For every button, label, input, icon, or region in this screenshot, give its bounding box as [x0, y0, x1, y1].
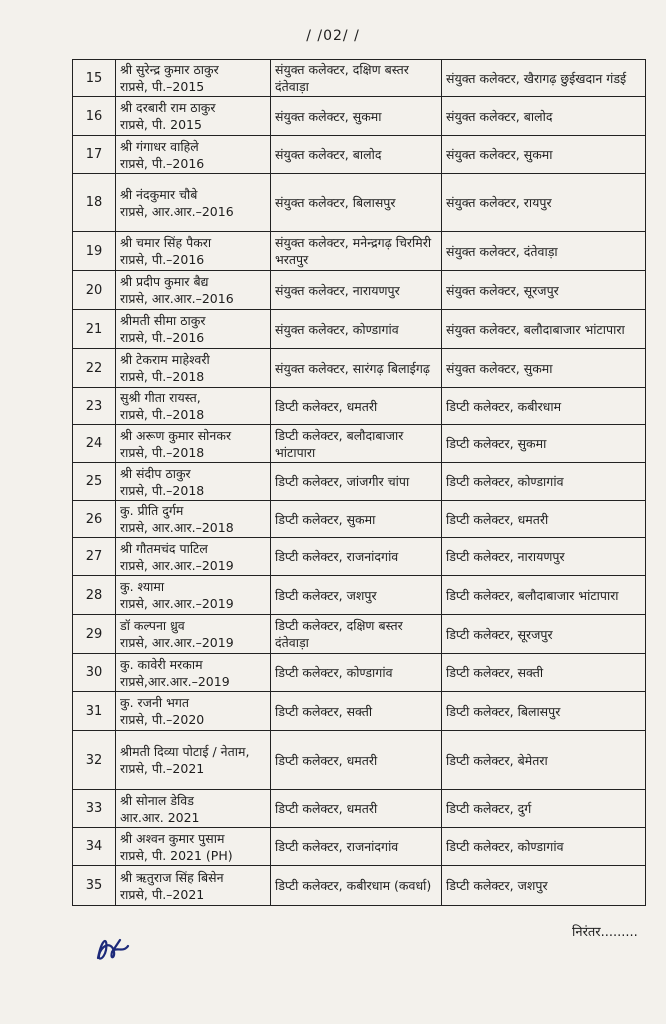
service-batch: राप्रसे, पी. 2015	[120, 117, 202, 132]
service-batch: राप्रसे, आर.आर.–2016	[120, 203, 234, 219]
serial-number-cell: 23	[73, 388, 116, 425]
table-row	[73, 232, 646, 271]
serial-number-cell: 20	[73, 271, 116, 310]
table-body	[73, 60, 646, 906]
officer-name: श्री दरबारी राम ठाकुर	[120, 100, 216, 115]
serial-number-cell: 35	[73, 866, 116, 906]
officer-name-cell	[116, 463, 271, 501]
new-posting-cell: डिप्टी कलेक्टर, धमतरी	[442, 501, 646, 538]
service-batch: राप्रसे, पी.–2021	[120, 886, 205, 902]
officer-name: श्री गौतमचंद पाटिल	[120, 540, 208, 556]
table-row	[73, 349, 646, 388]
table-row	[73, 174, 646, 232]
serial-number-cell: 15	[73, 60, 116, 97]
service-batch: राप्रसे, आर.आर.–2019	[120, 557, 234, 573]
serial-number-cell: 30	[73, 654, 116, 692]
table-row	[73, 425, 646, 463]
current-posting-cell: डिप्टी कलेक्टर, कबीरधाम (कवर्धा)	[271, 866, 442, 906]
new-posting-cell: डिप्टी कलेक्टर, दुर्ग	[442, 790, 646, 828]
current-posting-cell: संयुक्त कलेक्टर, दक्षिण बस्तर दंतेवाड़ा	[271, 60, 442, 97]
officer-name-cell	[116, 388, 271, 425]
officer-name-cell	[116, 310, 271, 349]
current-posting-cell: संयुक्त कलेक्टर, सारंगढ़ बिलाईगढ़	[271, 349, 442, 388]
current-posting-cell: डिप्टी कलेक्टर, सुकमा	[271, 501, 442, 538]
service-batch: राप्रसे,आर.आर.–2019	[120, 673, 230, 689]
service-batch: राप्रसे, पी.–2015	[120, 79, 205, 94]
serial-number-cell: 26	[73, 501, 116, 538]
new-posting-cell: डिप्टी कलेक्टर, कोण्डागांव	[442, 463, 646, 501]
new-posting-cell: संयुक्त कलेक्टर, सुकमा	[442, 349, 646, 388]
new-posting-cell: संयुक्त कलेक्टर, दंतेवाड़ा	[442, 232, 646, 271]
service-batch: राप्रसे, पी.–2018	[120, 444, 205, 460]
table-row	[73, 576, 646, 615]
service-batch: राप्रसे, आर.आर.–2018	[120, 520, 234, 535]
serial-number-cell: 31	[73, 692, 116, 731]
table-row	[73, 692, 646, 731]
serial-number-cell: 24	[73, 425, 116, 463]
service-batch: राप्रसे, पी.–2020	[120, 712, 205, 727]
table-row	[73, 615, 646, 654]
current-posting-cell: संयुक्त कलेक्टर, कोण्डागांव	[271, 310, 442, 349]
current-posting-cell: डिप्टी कलेक्टर, जांजगीर चांपा	[271, 463, 442, 501]
officer-name: श्री प्रदीप कुमार बैद्य	[120, 274, 209, 289]
current-posting-cell: संयुक्त कलेक्टर, बिलासपुर	[271, 174, 442, 232]
serial-number-cell: 33	[73, 790, 116, 828]
officer-name-cell	[116, 97, 271, 136]
table-row	[73, 463, 646, 501]
table-row	[73, 97, 646, 136]
serial-number-cell: 27	[73, 538, 116, 576]
serial-number-cell: 17	[73, 136, 116, 174]
table-row	[73, 388, 646, 425]
officer-name-cell	[116, 501, 271, 538]
current-posting-cell: संयुक्त कलेक्टर, नारायणपुर	[271, 271, 442, 310]
new-posting-cell: संयुक्त कलेक्टर, सूरजपुर	[442, 271, 646, 310]
officer-name: श्री अश्वन कुमार पुसाम	[120, 830, 225, 846]
current-posting-cell: डिप्टी कलेक्टर, राजनांदगांव	[271, 538, 442, 576]
page-number: / /02/ /	[306, 28, 360, 44]
officer-name-cell	[116, 349, 271, 388]
new-posting-cell: डिप्टी कलेक्टर, कोण्डागांव	[442, 828, 646, 866]
officer-name-cell	[116, 174, 271, 232]
officer-name: सुश्री गीता रायस्त,	[120, 390, 201, 405]
current-posting-cell: डिप्टी कलेक्टर, दक्षिण बस्तर दंतेवाड़ा	[271, 615, 442, 654]
new-posting-cell: डिप्टी कलेक्टर, बलौदाबाजार भांटापारा	[442, 576, 646, 615]
officer-name: कु. श्यामा	[120, 579, 165, 594]
serial-number-cell: 19	[73, 232, 116, 271]
officer-name: श्री संदीप ठाकुर	[120, 465, 191, 481]
officer-name-cell	[116, 790, 271, 828]
current-posting-cell: डिप्टी कलेक्टर, धमतरी	[271, 790, 442, 828]
officer-name-cell	[116, 692, 271, 731]
current-posting-cell: डिप्टी कलेक्टर, बलौदाबाजार भांटापारा	[271, 425, 442, 463]
officer-name-cell	[116, 425, 271, 463]
officer-name-cell	[116, 731, 271, 790]
officer-name-cell	[116, 538, 271, 576]
table-row	[73, 538, 646, 576]
new-posting-cell: संयुक्त कलेक्टर, बलौदाबाजार भांटापारा	[442, 310, 646, 349]
new-posting-cell: संयुक्त कलेक्टर, सुकमा	[442, 136, 646, 174]
service-batch: राप्रसे, पी.–2018	[120, 369, 205, 384]
serial-number-cell: 29	[73, 615, 116, 654]
new-posting-cell: डिप्टी कलेक्टर, सक्ती	[442, 654, 646, 692]
current-posting-cell: डिप्टी कलेक्टर, सक्ती	[271, 692, 442, 731]
transfer-table	[72, 59, 646, 906]
table-row	[73, 828, 646, 866]
new-posting-cell: संयुक्त कलेक्टर, रायपुर	[442, 174, 646, 232]
serial-number-cell: 34	[73, 828, 116, 866]
serial-number-cell: 25	[73, 463, 116, 501]
handwritten-signature-icon	[92, 930, 132, 970]
current-posting-cell: डिप्टी कलेक्टर, कोण्डागांव	[271, 654, 442, 692]
serial-number-cell: 28	[73, 576, 116, 615]
table-row	[73, 731, 646, 790]
officer-name-cell	[116, 654, 271, 692]
service-batch: राप्रसे, पी.–2016	[120, 252, 205, 267]
officer-name-cell	[116, 60, 271, 97]
table-row	[73, 136, 646, 174]
officer-name: श्रीमती दिव्या पोटाई / नेताम,	[120, 744, 250, 759]
officer-name: कु. प्रीति दुर्गम	[120, 503, 184, 518]
current-posting-cell: डिप्टी कलेक्टर, राजनांदगांव	[271, 828, 442, 866]
officer-name: श्री चमार सिंह पैकरा	[120, 235, 212, 250]
new-posting-cell: डिप्टी कलेक्टर, जशपुर	[442, 866, 646, 906]
new-posting-cell: डिप्टी कलेक्टर, सूरजपुर	[442, 615, 646, 654]
table-row	[73, 310, 646, 349]
table-row	[73, 501, 646, 538]
service-batch: राप्रसे, पी.–2018	[120, 407, 205, 422]
continued-note: निरंतर.........	[572, 925, 638, 940]
current-posting-cell: डिप्टी कलेक्टर, धमतरी	[271, 388, 442, 425]
new-posting-cell: संयुक्त कलेक्टर, बालोद	[442, 97, 646, 136]
current-posting-cell: डिप्टी कलेक्टर, जशपुर	[271, 576, 442, 615]
new-posting-cell: डिप्टी कलेक्टर, नारायणपुर	[442, 538, 646, 576]
new-posting-cell: डिप्टी कलेक्टर, बिलासपुर	[442, 692, 646, 731]
service-batch: राप्रसे, पी.–2021	[120, 761, 205, 776]
officer-name: श्री नंदकुमार चौबे	[120, 186, 198, 202]
table-row	[73, 271, 646, 310]
service-batch: राप्रसे, पी.–2016	[120, 155, 205, 171]
officer-name: श्री सोनाल डेविड	[120, 792, 194, 808]
service-batch: आर.आर. 2021	[120, 809, 200, 825]
officer-name: श्रीमती सीमा ठाकुर	[120, 313, 206, 328]
current-posting-cell: डिप्टी कलेक्टर, धमतरी	[271, 731, 442, 790]
officer-name-cell	[116, 828, 271, 866]
officer-name: श्री ऋतुराज सिंह बिसेन	[120, 869, 224, 885]
officer-name-cell	[116, 271, 271, 310]
officer-name: श्री अरूण कुमार सोनकर	[120, 427, 232, 443]
serial-number-cell: 32	[73, 731, 116, 790]
current-posting-cell: संयुक्त कलेक्टर, मनेन्द्रगढ़ चिरमिरी भरतपुर	[271, 232, 442, 271]
officer-name: श्री सुरेन्द्र कुमार ठाकुर	[120, 62, 219, 77]
table-row	[73, 654, 646, 692]
officer-name: कु. रजनी भगत	[120, 695, 190, 710]
serial-number-cell: 21	[73, 310, 116, 349]
service-batch: राप्रसे, पी. 2021 (PH)	[120, 847, 233, 863]
new-posting-cell: डिप्टी कलेक्टर, सुकमा	[442, 425, 646, 463]
service-batch: राप्रसे, पी.–2018	[120, 482, 205, 498]
officer-name-cell	[116, 615, 271, 654]
new-posting-cell: संयुक्त कलेक्टर, खैरागढ़ छुईखदान गंडई	[442, 60, 646, 97]
serial-number-cell: 22	[73, 349, 116, 388]
table-row	[73, 790, 646, 828]
officer-name: कु. कावेरी मरकाम	[120, 656, 203, 672]
officer-name-cell	[116, 576, 271, 615]
service-batch: राप्रसे, आर.आर.–2019	[120, 596, 234, 611]
current-posting-cell: संयुक्त कलेक्टर, सुकमा	[271, 97, 442, 136]
officer-name-cell	[116, 232, 271, 271]
new-posting-cell: डिप्टी कलेक्टर, बेमेतरा	[442, 731, 646, 790]
service-batch: राप्रसे, आर.आर.–2019	[120, 635, 234, 650]
officer-name: श्री गंगाधर वाहिले	[120, 138, 199, 154]
current-posting-cell: संयुक्त कलेक्टर, बालोद	[271, 136, 442, 174]
officer-name-cell	[116, 866, 271, 906]
serial-number-cell: 16	[73, 97, 116, 136]
officer-name: डॉ कल्पना ध्रुव	[120, 618, 185, 633]
new-posting-cell: डिप्टी कलेक्टर, कबीरधाम	[442, 388, 646, 425]
serial-number-cell: 18	[73, 174, 116, 232]
service-batch: राप्रसे, पी.–2016	[120, 330, 205, 345]
table-row	[73, 866, 646, 906]
service-batch: राप्रसे, आर.आर.–2016	[120, 291, 234, 306]
officer-name: श्री टेकराम माहेश्वरी	[120, 352, 210, 367]
table-row	[73, 60, 646, 97]
officer-name-cell	[116, 136, 271, 174]
